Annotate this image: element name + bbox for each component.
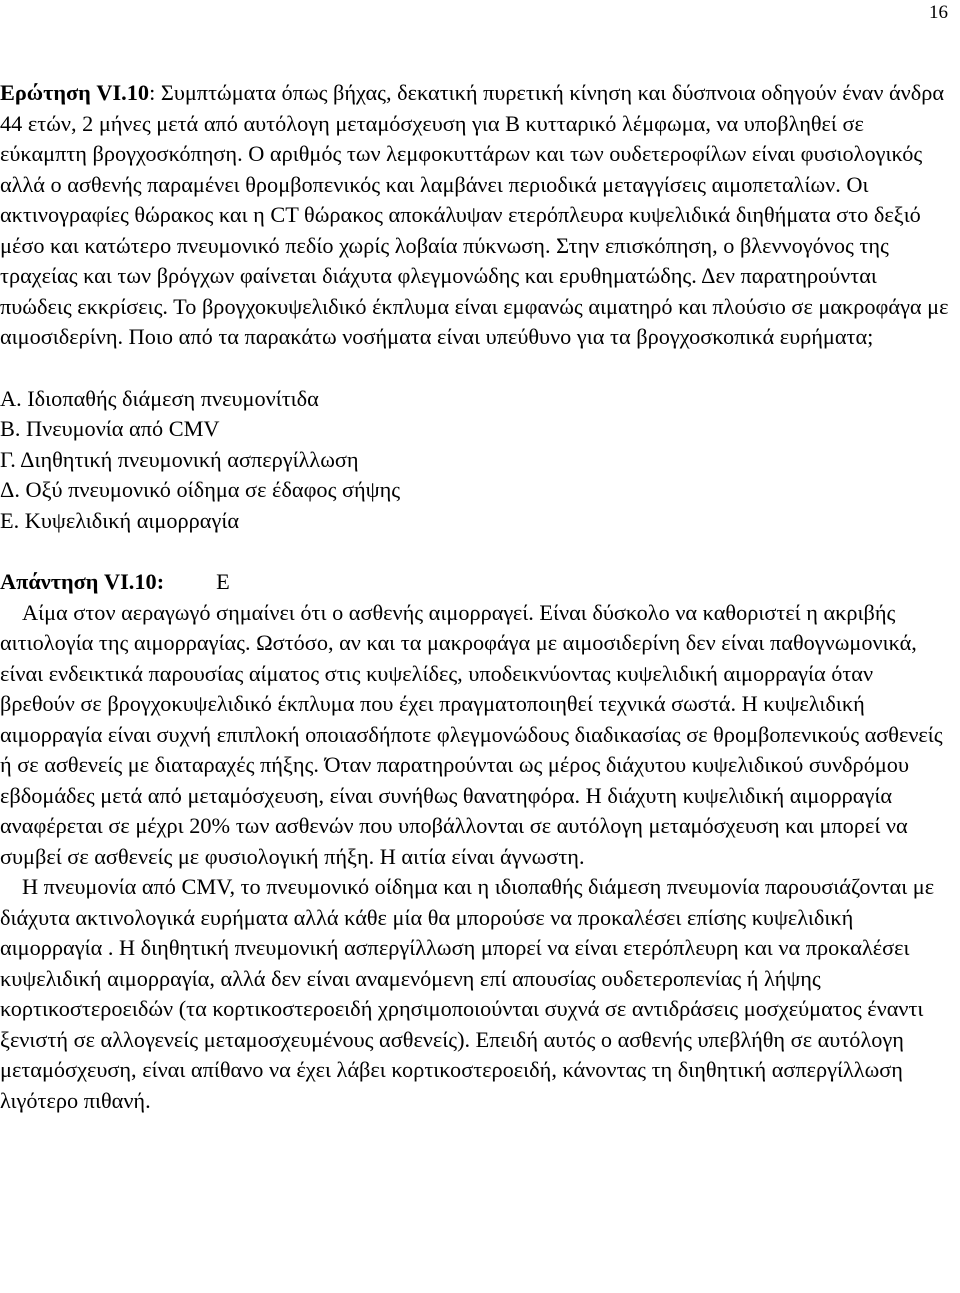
- option-e: Ε. Κυψελιδική αιμορραγία: [0, 507, 239, 533]
- question-paragraph: [0, 78, 952, 353]
- question-separator: :: [149, 80, 156, 105]
- answer-separator: :: [156, 569, 165, 594]
- answer-letter: Ε: [216, 569, 230, 594]
- question-text: Συμπτώματα όπως βήχας, δεκατική πυρετική κίνηση και δύσπνοια οδηγούν έναν άνδρα 44 ετών, 2 μήνες μετά από αυτόλογη μεταμόσχευση για Β κυτταρικό λέμφωμα, να υποβληθεί σε εύκαμπτη βρογχοσκόπηση. Ο αριθμός των λεμφοκυττάρων και των ουδετεροφίλων είναι φυσιολογικός αλλά ο ασθενής παραμένει θρομβοπενικός και λαμβάνει περιοδικά μεταγγίσεις αιμοπεταλίων. Οι ακτινογραφίες θώρακος και η CT θώρακος αποκάλυψαν ετερόπλευρα κυψελιδικά διηθήματα στο δεξιό μέσο και κατώτερο πνευμονικό πεδίο χωρίς λοβαία πύκνωση. Στην επισκόπηση, ο βλεννογόνος της τραχείας και των βρόγχων φαίνεται διάχυτα φλεγμονώδης και ερυθηματώδης. Δεν παρατηρούνται πυώδεις εκκρίσεις. Το βρογχοκυψελιδικό έκπλυμα είναι εμφανώς αιματηρό και πλούσιο σε μακροφάγα με αιμοσιδερίνη. Ποιο από τα παρακάτω νοσήματα είναι υπεύθυνο για τα βρογχοσκοπικά ευρήματα;: [0, 80, 949, 349]
- answer-paragraph-2: Η πνευμονία από CMV, το πνευμονικό οίδημα και η ιδιοπαθής διάμεση πνευμονία παρουσιάζονται με διάχυτα ακτινολογικά ευρήματα αλλά κάθε μία θα μπορούσε να προκαλέσει επίσης κυψελιδική αιμορραγία . Η διηθητική πνευμονική ασπεργίλλωση μπορεί να είναι ετερόπλευρη και να προκαλέσει κυψελιδική αιμορραγία, αλλά δεν είναι αναμενόμενη επί απουσίας ουδετεροπενίας ή λήψης κορτικοστεροειδών (τα κορτικοστεροειδή χρησιμοποιούνται συχνά σε αντιδράσεις μοσχεύματος έναντι ξενιστή σε αλλογενείς μεταμοσχευμένους ασθενείς). Επειδή αυτός ο ασθενής υπεβλήθη σε αυτόλογη μεταμόσχευση, είναι απίθανο να έχει λάβει κορτικοστεροειδή, κάνοντας τη διηθητική ασπεργίλλωση λιγότερο πιθανή.: [0, 874, 935, 1113]
- answer-label: Απάντηση VI.10: [0, 569, 157, 594]
- option-a: Α. Ιδιοπαθής διάμεση πνευμονίτιδα: [0, 385, 319, 411]
- option-c: Γ. Διηθητική πνευμονική ασπεργίλλωση: [0, 446, 359, 472]
- option-b: Β. Πνευμονία από CMV: [0, 416, 220, 441]
- answer-options: [0, 384, 952, 537]
- document-body: [0, 78, 952, 1116]
- answer-paragraph-1: Αίμα στον αεραγωγό σημαίνει ότι ο ασθενής αιμορραγεί. Είναι δύσκολο να καθοριστεί η ακριβής αιτιολογία της αιμορραγίας. Ωστόσο, αν και τα μακροφάγα με αιμοσιδερίνη δεν είναι παθογνωμονικά, είναι ενδεικτικά παρουσίας αίματος στις κυψελίδες, υποδεικνύοντας κυψελιδική αιμορραγία όταν βρεθούν σε βρογχοκυψελιδικό έκπλυμα που έχει πραγματοποιηθεί τεχνικά σωστά. Η κυψελιδική αιμορραγία είναι συχνή επιπλοκή οποιασδήποτε φλεγμονώδους διαδικασίας σε θρομβοπενικούς ασθενείς ή σε ασθενείς με διαταραχές πήξης. Όταν παρατηρούνται ως μέρος διάχυτου κυψελιδικού συνδρόμου εβδομάδες μετά από μεταμόσχευση, είναι συνήθως θανατηφόρα. Η διάχυτη κυψελιδική αιμορραγία αναφέρεται σε μέχρι 20% των ασθενών που υποβάλλονται σε αυτόλογη μεταμόσχευση και μπορεί να συμβεί σε ασθενείς με φυσιολογική πήξη. Η αιτία είναι άγνωστη.: [0, 599, 943, 869]
- page-number: 16: [929, 2, 948, 23]
- question-label: Ερώτηση VI.10: [0, 80, 150, 105]
- answer-heading: [0, 567, 952, 598]
- option-d: Δ. Οξύ πνευμονικό οίδημα σε έδαφος σήψης: [0, 477, 401, 502]
